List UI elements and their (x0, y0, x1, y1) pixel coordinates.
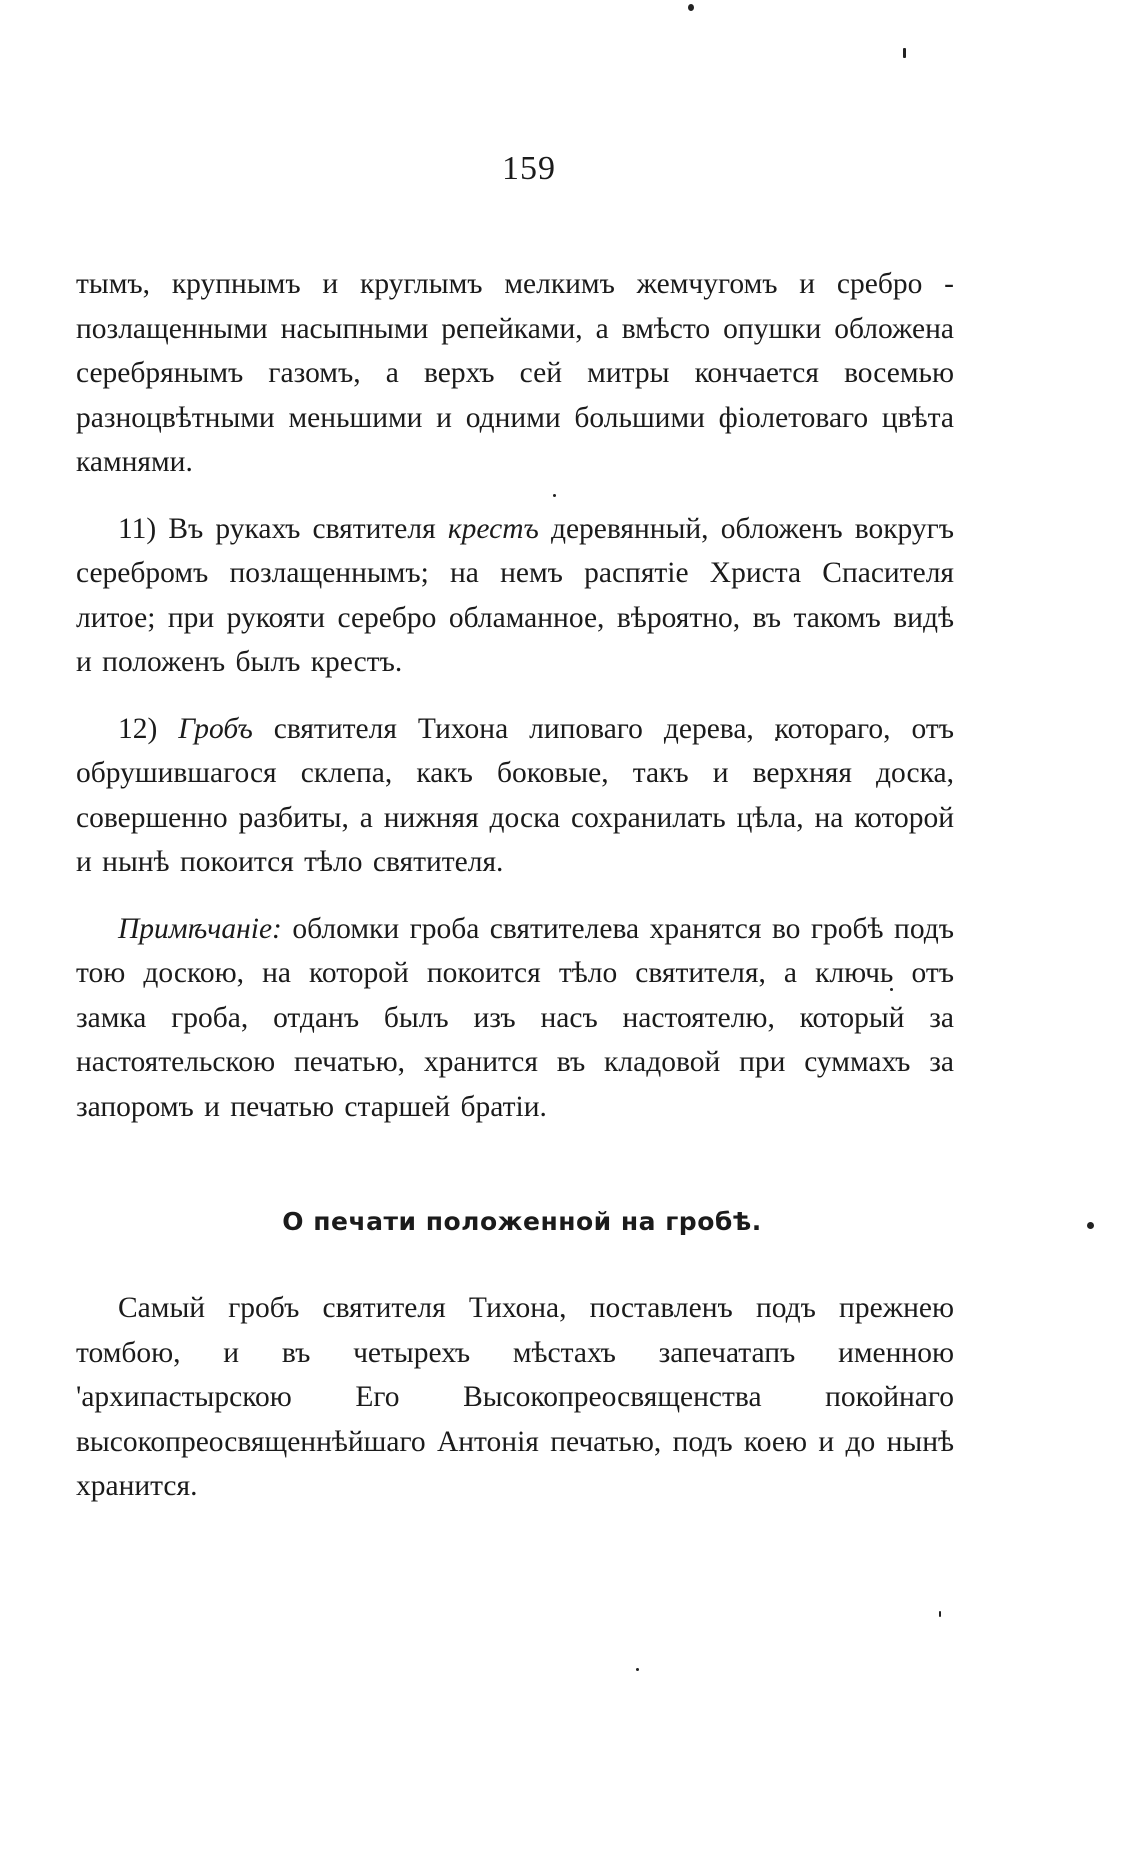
paragraph-text: тымъ, крупнымъ и круглымъ мелкимъ жемчугомъ и сребро - позлащенными насыпными репейками, а вмѣсто опушки обложена серебрянымъ газомъ, а верхъ сей митры кончается восемью разноцвѣтными меньшими и одними большими фіолетоваго цвѣта камнями. (76, 268, 954, 478)
paragraph-note (76, 907, 954, 1130)
paragraph-cross (76, 507, 954, 685)
scan-speck (636, 1668, 639, 1671)
paragraph-text: святителя Тихона липоваго дерева, котораго, отъ обрушившагося склепа, какъ боковые, такъ и верхняя доска, совершенно разбиты, а нижняя доска сохранилать цѣла, на которой и нынѣ покоится тѣло святителя. (76, 712, 954, 878)
paragraph-mitre-description (76, 262, 954, 485)
italic-term: Гробъ (178, 712, 253, 745)
paragraph-coffin (76, 707, 954, 885)
paragraph-text: обломки гроба святителева хранятся во гробѣ подъ тою доскою, на которой покоится тѣло святителя, а ключь отъ замка гроба, отданъ былъ изъ насъ настоятелю, который за настоятельскою печатью, хранится въ кладовой при суммахъ за запоромъ и печатью старшей братіи. (76, 912, 954, 1123)
scan-speck (939, 1611, 941, 1617)
italic-term: крестъ (447, 512, 539, 545)
paragraph-lead: 12) (118, 712, 179, 745)
paragraph-text: Самый гробъ святителя Тихона, поставленъ подъ прежнею томбою, и въ четырехъ мѣстахъ запечатапъ именною 'архипастырскою Его Высокопреосвященства покойнаго высокопреосвященнѣйшаго Антонія печатью, подъ коею и до нынѣ хранится. (76, 1292, 954, 1502)
scan-speck (903, 48, 906, 58)
book-page (76, 150, 954, 1509)
scan-speck (1087, 1222, 1094, 1229)
page-number: 159 (502, 150, 556, 187)
paragraph-text: деревянный, обложенъ вокругъ серебромъ позлащеннымъ; на немъ распятіе Христа Спасителя литое; при рукояти серебро обламанное, вѣроятно, въ такомъ видѣ и положенъ былъ крестъ. (76, 512, 954, 678)
italic-term: Примѣчаніе: (118, 912, 282, 945)
scan-speck (688, 4, 694, 11)
paragraph-lead: 11) Въ рукахъ святителя (118, 512, 448, 545)
paragraph-seal (76, 1286, 954, 1509)
section-title: О печати положенной на гробѣ. (282, 1207, 762, 1236)
